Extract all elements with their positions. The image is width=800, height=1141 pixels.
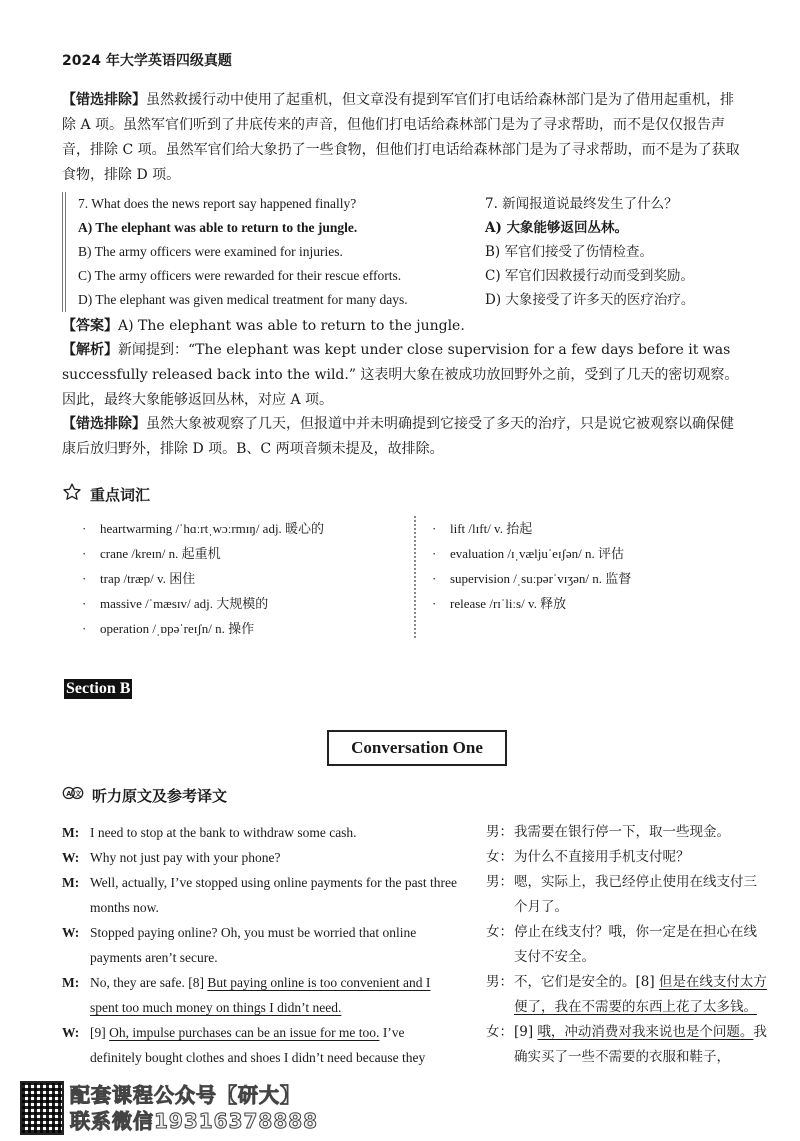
key-sentence-9-zh: 哦，冲动消费对我来说也是个问题。	[537, 1024, 754, 1040]
vocab-divider	[414, 516, 416, 638]
option-b-zh: B) 军官们接受了伤情检查。	[485, 244, 653, 260]
vocab-column-1	[82, 516, 324, 641]
option-d-zh: D) 大象接受了许多天的医疗治疗。	[485, 292, 695, 308]
svg-text:A: A	[66, 789, 72, 798]
promo-text	[70, 1082, 318, 1134]
vocab-heading-text: 重点词汇	[90, 485, 151, 504]
dialogue-turn: M: No, they are safe. [8] But paying online is too convenient and I spent too much money on things I didn’t need.	[62, 975, 431, 1015]
qr-code-icon[interactable]	[20, 1081, 64, 1135]
section-b-label: Section B	[66, 680, 131, 697]
dialogue-turn-zh: 男： 我需要在银行停一下，取一些现金。	[486, 824, 730, 840]
dialogue-turn: W: Why not just pay with your phone?	[62, 850, 281, 865]
vocab-item: · supervision /ˌsuːpərˈvɪʒən/ n. 监督	[432, 571, 632, 586]
wrong-exclude-paragraph-1	[62, 88, 742, 188]
vocab-item: · evaluation /ɪˌvæljuˈeɪʃən/ n. 评估	[432, 546, 625, 561]
vocab-column-2	[432, 516, 631, 616]
dialogue-turn-zh: 男： 嗯，实际上，我已经停止使用在线支付三个月了。	[486, 874, 757, 915]
dialogue-turn: M: I need to stop at the bank to withdraw some cash.	[62, 825, 357, 840]
dialogue-turn-zh: 男： 不，它们是安全的。[8] 但是在线支付太方便了，我在不需要的东西上花了太多钱。	[486, 974, 767, 1015]
wrong-exclude-paragraph-2	[62, 412, 747, 462]
option-c-zh: C) 军官们因救援行动而受到奖励。	[485, 268, 694, 284]
page-header-title: 2024 年大学英语四级真题	[62, 53, 232, 69]
answer-line	[62, 314, 742, 339]
wrong-exclude-text: 虽然救援行动中使用了起重机，但文章没有提到军官们打电话给森林部门是为了借用起重机，排除 A 项。虽然军官们听到了井底传来的声音，但他们打电话给森林部门是为了寻求帮助，而不是仅仅报告声音，排除 C 项。虽然军官们给大象扔了一些食物，但他们打电话给森林部门是为了寻求帮助，而不是为了获取食物，排除 D 项。	[62, 92, 740, 183]
question-7-english	[62, 192, 470, 312]
vocab-heading	[62, 482, 150, 506]
listening-heading	[62, 783, 227, 807]
svg-text:文: 文	[74, 789, 82, 798]
conversation-title: Conversation One	[327, 730, 507, 766]
dialogue-turn: W: Stopped paying online? Oh, you must be worried that online payments aren’t secure.	[62, 925, 417, 965]
vocab-item: · crane /kreɪn/ n. 起重机	[82, 546, 221, 561]
wrong-exclude-text-2: 虽然大象被观察了几天，但报道中并未明确提到它接受了多天的治疗，只是说它被观察以确保健康后放归野外，排除 D 项。B、C 两项音频未提及，故排除。	[62, 416, 734, 457]
analysis-tag: 【解析】	[62, 342, 118, 358]
key-sentence-8-zh: 但是在线支付太方便了，我在不需要的东西上花了太多钱。	[514, 974, 767, 1015]
dialogue-turn: M: Well, actually, I’ve stopped using online payments for the past three months now.	[62, 875, 457, 915]
vocab-item: · release /rɪˈliːs/ v. 释放	[432, 596, 567, 611]
dialogue-english	[62, 820, 458, 1070]
vocab-item: · heartwarming /ˈhɑːrtˌwɔːrmɪŋ/ adj. 暖心的	[82, 521, 325, 536]
wrong-exclude-tag-2: 【错选排除】	[62, 416, 146, 432]
question-7-chinese	[485, 192, 745, 312]
option-b: B) The army officers were examined for injuries.	[78, 244, 343, 259]
dialogue-turn-zh: 女： 停止在线支付？哦，你一定是在担心在线支付不安全。	[486, 924, 757, 965]
vocab-item: · lift /lɪft/ v. 抬起	[432, 521, 533, 536]
key-sentence-8: But paying online is too convenient and I spent too much money on things I didn’t need.	[90, 975, 431, 1015]
dialogue-turn-zh: 女： 为什么不直接用手机支付呢？	[486, 849, 690, 865]
listening-heading-text: 听力原文及参考译文	[92, 786, 228, 805]
option-a-zh: A) 大象能够返回丛林。	[485, 220, 629, 236]
promo-footer	[20, 1081, 318, 1135]
analysis-paragraph	[62, 338, 747, 413]
analysis-text: 新闻提到：“The elephant was kept under close supervision for a few days before it was successfully released back into the wild.” 这表明大象在被成功放回野外之前，受到了几天的密切观察。因此，最终大象能够返回丛林，对应 A 项。	[62, 342, 739, 408]
audio-translate-icon	[62, 783, 84, 807]
promo-line-2: 联系微信19316378888	[70, 1109, 319, 1133]
vocab-item: · trap /træp/ v. 困住	[82, 571, 196, 586]
promo-line-1: 配套课程公众号【研大】	[70, 1083, 301, 1107]
dialogue-chinese	[486, 820, 768, 1070]
question-stem-zh: 7. 新闻报道说最终发生了什么？	[485, 196, 678, 212]
answer-text: A) The elephant was able to return to the jungle.	[118, 318, 465, 334]
option-d: D) The elephant was given medical treatment for many days.	[78, 292, 408, 307]
question-stem: 7. What does the news report say happened finally?	[78, 196, 357, 211]
option-c: C) The army officers were rewarded for their rescue efforts.	[78, 268, 402, 283]
answer-tag: 【答案】	[62, 318, 118, 334]
key-sentence-9: Oh, impulse purchases can be an issue for me too.	[109, 1025, 380, 1040]
vocab-item: · massive /ˈmæsɪv/ adj. 大规模的	[82, 596, 269, 611]
dialogue-turn-zh: 女： [9] 哦，冲动消费对我来说也是个问题。我确实买了一些不需要的衣服和鞋子，	[486, 1024, 767, 1065]
vocab-item: · operation /ˌɒpəˈreɪʃn/ n. 操作	[82, 621, 255, 636]
star-outline-icon	[62, 482, 82, 506]
option-a: A) The elephant was able to return to the jungle.	[78, 220, 358, 235]
wrong-exclude-tag: 【错选排除】	[62, 92, 146, 108]
dialogue-turn: W: [9] Oh, impulse purchases can be an issue for me too. I’ve definitely bought clothes and shoes I didn’t need because they	[62, 1025, 426, 1065]
